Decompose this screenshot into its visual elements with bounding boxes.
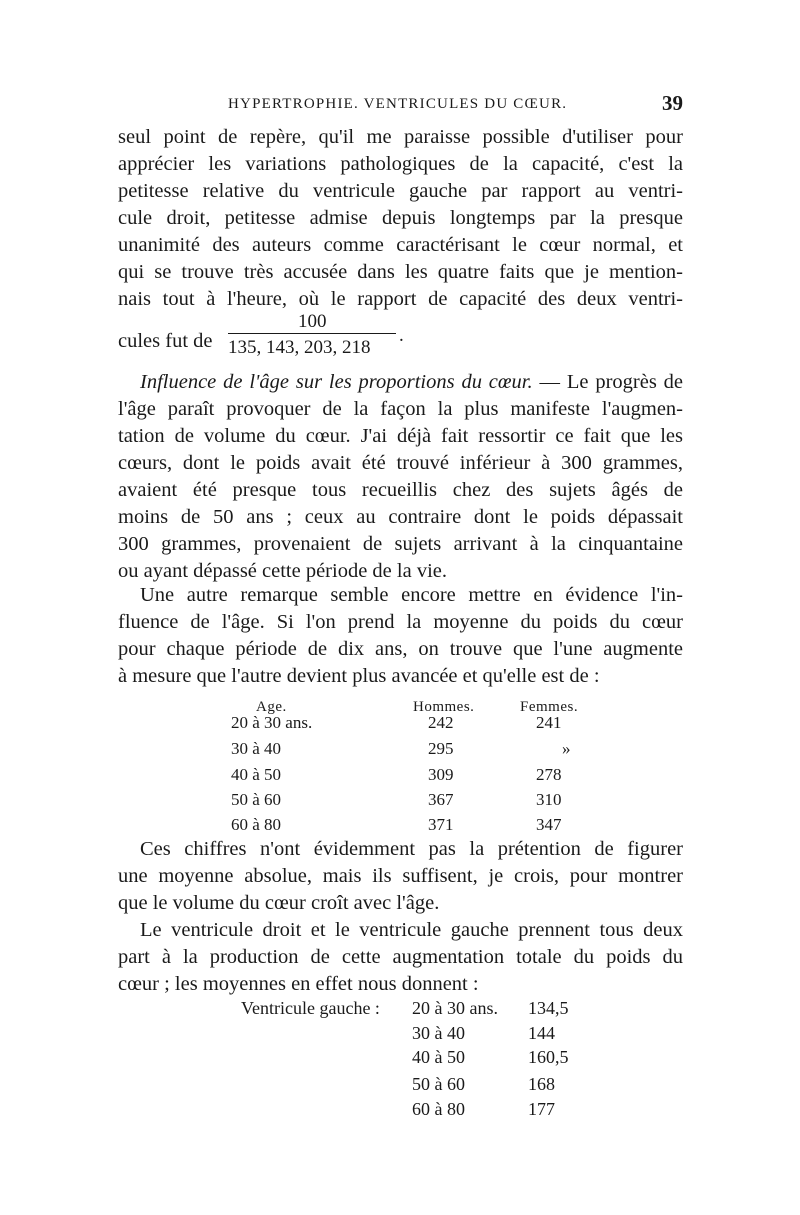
text-line: à mesure que l'autre devient plus avancée et qu'elle est de : <box>118 665 600 687</box>
text-line: Le ventricule droit et le ventricule gauche prennent tous deux <box>140 919 683 941</box>
ventricle-age: 60 à 80 <box>412 1099 465 1119</box>
fraction-label: cules fut de <box>118 330 213 352</box>
text-line: tation de volume du cœur. J'ai déjà fait ressortir ce fait que les <box>118 425 683 447</box>
text-line: cule droit, petitesse admise depuis longtemps par la presque <box>118 207 683 229</box>
text-line: Ces chiffres n'ont évidemment pas la prétention de figurer <box>140 838 683 860</box>
text-line: pour chaque période de dix ans, on trouve que l'une augmente <box>118 638 683 660</box>
table-cell-femmes: 241 <box>536 713 562 732</box>
table-cell-hommes: 371 <box>428 815 454 834</box>
table-cell-age: 30 à 40 <box>231 739 282 758</box>
table-cell-age: 40 à 50 <box>231 765 282 784</box>
text-line: que le volume du cœur croît avec l'âge. <box>118 892 440 914</box>
ventricle-age: 40 à 50 <box>412 1047 465 1067</box>
text-line: part à la production de cette augmentation totale du poids du <box>118 946 683 968</box>
ventricle-value: 144 <box>528 1023 555 1043</box>
fraction-denominator: 135, 143, 203, 218 <box>228 337 371 358</box>
text-line: cœurs, dont le poids avait été trouvé inférieur à 300 grammes, <box>118 452 683 474</box>
page-number: 39 <box>662 91 683 115</box>
text-line: nais tout à l'heure, où le rapport de capacité des deux ventri- <box>118 288 683 310</box>
table-cell-femmes: » <box>562 739 571 758</box>
text-line: seul point de repère, qu'il me paraisse possible d'utiliser pour <box>118 126 683 148</box>
ventricle-age: 20 à 30 ans. <box>412 998 498 1018</box>
section-heading-line <box>118 369 683 396</box>
text-line: petitesse relative du ventricule gauche par rapport au ventri- <box>118 180 683 202</box>
fraction-bar <box>228 333 396 334</box>
text-line: avaient été presque tous recueillis chez des sujets âgés de <box>118 479 683 501</box>
text-line: 300 grammes, provenaient de sujets arrivant à la cinquantaine <box>118 533 683 555</box>
table-header-femmes: Femmes. <box>520 699 579 715</box>
page-header <box>118 91 683 120</box>
ventricle-value: 134,5 <box>528 998 569 1018</box>
text-line: l'âge paraît provoquer de la façon la plus manifeste l'augmen- <box>118 398 683 420</box>
table-cell-hommes: 242 <box>428 713 454 732</box>
text-line: ou ayant dépassé cette période de la vie. <box>118 560 447 582</box>
table-cell-hommes: 367 <box>428 790 454 809</box>
table-cell-hommes: 295 <box>428 739 454 758</box>
table-header-age: Age. <box>256 699 287 715</box>
text-line: apprécier les variations pathologiques de la capacité, c'est la <box>118 153 683 175</box>
text-line: unanimité des auteurs comme caractérisant le cœur normal, et <box>118 234 683 256</box>
section-heading: Influence de l'âge sur les proportions du cœur. <box>140 371 533 393</box>
ventricle-age: 30 à 40 <box>412 1023 465 1043</box>
heading-continuation: — Le progrès de <box>532 371 684 393</box>
fraction-period: . <box>399 325 404 346</box>
ventricle-value: 168 <box>528 1074 555 1094</box>
table-cell-hommes: 309 <box>428 765 454 784</box>
table-header-hommes: Hommes. <box>413 699 475 715</box>
ventricle-value: 160,5 <box>528 1047 569 1067</box>
text-line: cœur ; les moyennes en effet nous donnent : <box>118 973 479 995</box>
text-line: fluence de l'âge. Si l'on prend la moyenne du poids du cœur <box>118 611 683 633</box>
text-line: Une autre remarque semble encore mettre en évidence l'in- <box>140 584 683 606</box>
table-cell-age: 50 à 60 <box>231 790 282 809</box>
table-cell-femmes: 347 <box>536 815 562 834</box>
table-cell-femmes: 310 <box>536 790 562 809</box>
ventricle-age: 50 à 60 <box>412 1074 465 1094</box>
text-line: moins de 50 ans ; ceux au contraire dont le poids dépassait <box>118 506 683 528</box>
ventricle-value: 177 <box>528 1099 555 1119</box>
table-cell-age: 60 à 80 <box>231 815 282 834</box>
table-cell-femmes: 278 <box>536 765 562 784</box>
fraction-numerator: 100 <box>298 311 327 332</box>
table-cell-age: 20 à 30 ans. <box>231 713 313 732</box>
running-head: HYPERTROPHIE. VENTRICULES DU CŒUR. <box>228 96 568 112</box>
text-line: une moyenne absolue, mais ils suffisent, je crois, pour montrer <box>118 865 683 887</box>
ventricle-label: Ventricule gauche : <box>241 998 380 1018</box>
text-line: qui se trouve très accusée dans les quatre faits que je mention- <box>118 261 683 283</box>
